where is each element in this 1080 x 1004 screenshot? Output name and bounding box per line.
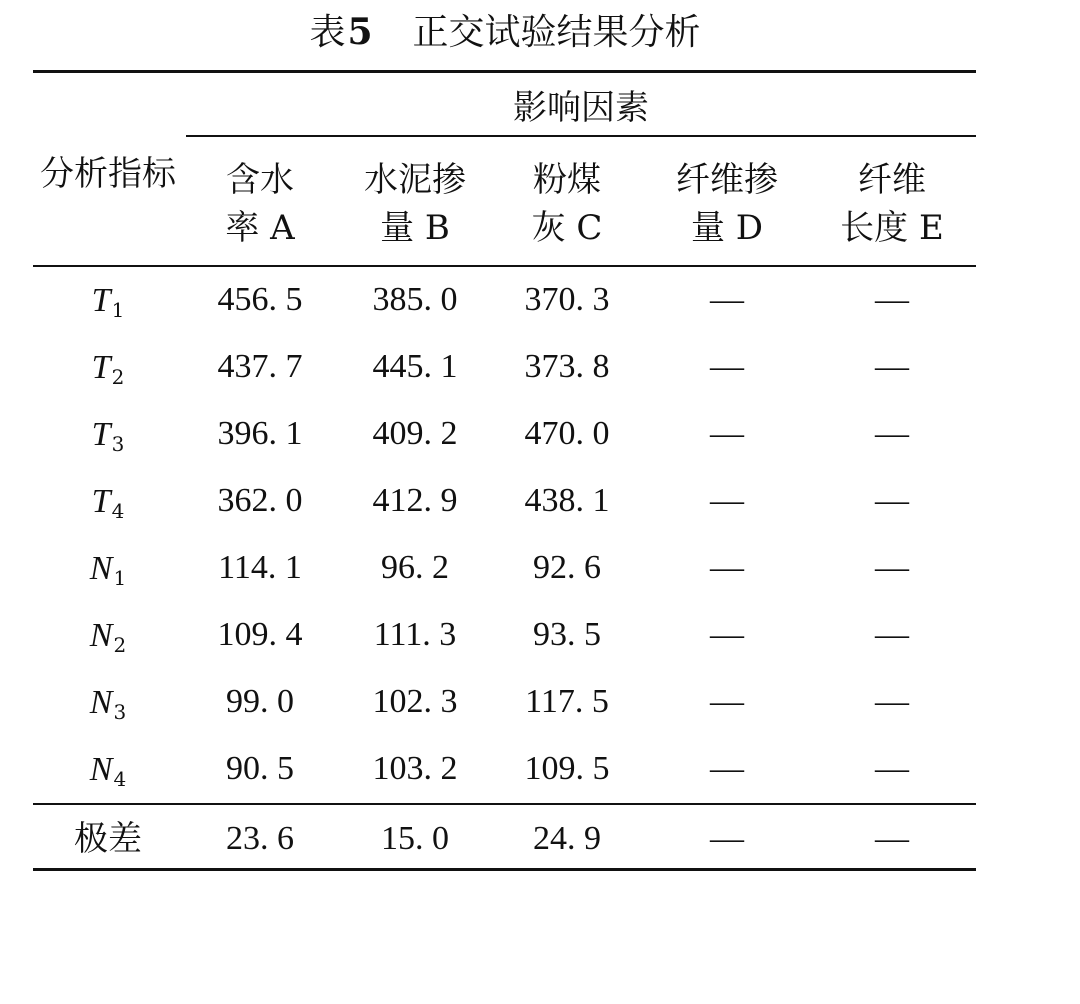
row-label-symbol: T [91, 416, 111, 453]
column-header-line2: 灰 C [531, 208, 603, 248]
table-cell: — [875, 683, 909, 720]
column-header-5 [817, 156, 967, 252]
column-header-line2: 量 D [690, 208, 764, 248]
row-label-symbol: T [91, 349, 111, 386]
row-label-subscript: 2 [113, 633, 127, 657]
column-header-line1: 粉煤 [533, 160, 601, 200]
table-cell: — [710, 482, 744, 519]
table-cell: 111. 3 [373, 616, 457, 653]
table-cell: 362. 0 [217, 482, 303, 519]
row-label-symbol: N [89, 550, 113, 587]
table-cell: 437. 7 [217, 348, 303, 385]
table-caption [0, 6, 1010, 59]
column-header-line2: 量 B [380, 208, 450, 248]
table-cell: 385. 0 [372, 281, 458, 318]
column-header-3 [492, 156, 642, 252]
column-header-line1: 纤维掺 [676, 160, 778, 200]
range-cell: — [875, 820, 909, 857]
row-label-subscript: 1 [113, 566, 127, 590]
table-cell: — [875, 482, 909, 519]
range-cell: 24. 9 [533, 820, 601, 857]
row-label-symbol: N [89, 617, 113, 654]
table-cell: — [875, 750, 909, 787]
table-cell: 93. 5 [533, 616, 601, 653]
row-label [48, 611, 168, 669]
row-label [48, 410, 168, 468]
row-label-subscript: 4 [113, 767, 127, 791]
table-cell: 370. 3 [524, 281, 610, 318]
table-cell: 438. 1 [524, 482, 610, 519]
column-header-line1: 含水 [226, 160, 294, 200]
table-cell: 470. 0 [524, 415, 610, 452]
row-label-subscript: 4 [111, 499, 125, 523]
top-rule [33, 70, 976, 73]
table-cell: — [875, 549, 909, 586]
table-cell: — [875, 281, 909, 318]
range-cell: 15. 0 [381, 820, 449, 857]
table-cell: 412. 9 [372, 482, 458, 519]
table-cell: — [875, 415, 909, 452]
column-header-line2: 长度 E [840, 208, 944, 248]
table-cell: 445. 1 [372, 348, 458, 385]
table-cell: — [875, 348, 909, 385]
table-cell: 92. 6 [533, 549, 601, 586]
row-label [48, 276, 168, 334]
row-label [48, 477, 168, 535]
row-label-symbol: N [89, 751, 113, 788]
row-label-symbol: T [91, 483, 111, 520]
table-cell: 456. 5 [217, 281, 303, 318]
table-cell: — [710, 549, 744, 586]
column-header-1 [185, 156, 335, 252]
table-cell: — [710, 348, 744, 385]
column-header-4 [652, 156, 802, 252]
column-header-line2: 率 A [225, 208, 295, 248]
caption-prefix: 表 [309, 12, 346, 53]
table-cell: 99. 0 [226, 683, 294, 720]
table-cell: 117. 5 [525, 683, 609, 720]
row-label-subscript: 3 [111, 432, 125, 456]
table-cell: 96. 2 [381, 549, 449, 586]
range-cell: — [710, 820, 744, 857]
row-label [48, 544, 168, 602]
row-label [48, 678, 168, 736]
table-cell: 109. 5 [524, 750, 610, 787]
table-cell: 90. 5 [226, 750, 294, 787]
column-header-2 [340, 156, 490, 252]
caption-title: 正交试验结果分析 [412, 12, 701, 53]
bottom-rule [33, 868, 976, 871]
table-cell: 114. 1 [218, 549, 302, 586]
caption-number: 5 [347, 11, 373, 53]
range-cell: 23. 6 [226, 820, 294, 857]
group-rule [186, 135, 976, 137]
table-cell: 109. 4 [217, 616, 303, 653]
table-cell: — [710, 415, 744, 452]
table-cell: — [710, 281, 744, 318]
row-header: 分析指标 [40, 154, 176, 194]
range-row-label: 极差 [74, 819, 142, 859]
row-label [48, 745, 168, 803]
table-cell: 396. 1 [217, 415, 303, 452]
table-cell: — [875, 616, 909, 653]
table-cell: — [710, 683, 744, 720]
row-label-subscript: 3 [113, 700, 127, 724]
range-rule [33, 803, 976, 805]
table-cell: 409. 2 [372, 415, 458, 452]
column-header-line1: 纤维 [858, 160, 926, 200]
row-label-symbol: N [89, 684, 113, 721]
column-header-line1: 水泥掺 [364, 160, 466, 200]
group-header: 影响因素 [513, 88, 649, 128]
row-label-symbol: T [91, 282, 111, 319]
table-cell: — [710, 616, 744, 653]
row-label-subscript: 1 [111, 298, 125, 322]
table-cell: 373. 8 [524, 348, 610, 385]
row-label [48, 343, 168, 401]
header-rule [33, 265, 976, 267]
table-cell: 102. 3 [372, 683, 458, 720]
table-cell: 103. 2 [372, 750, 458, 787]
row-label-subscript: 2 [111, 365, 125, 389]
table-cell: — [710, 750, 744, 787]
